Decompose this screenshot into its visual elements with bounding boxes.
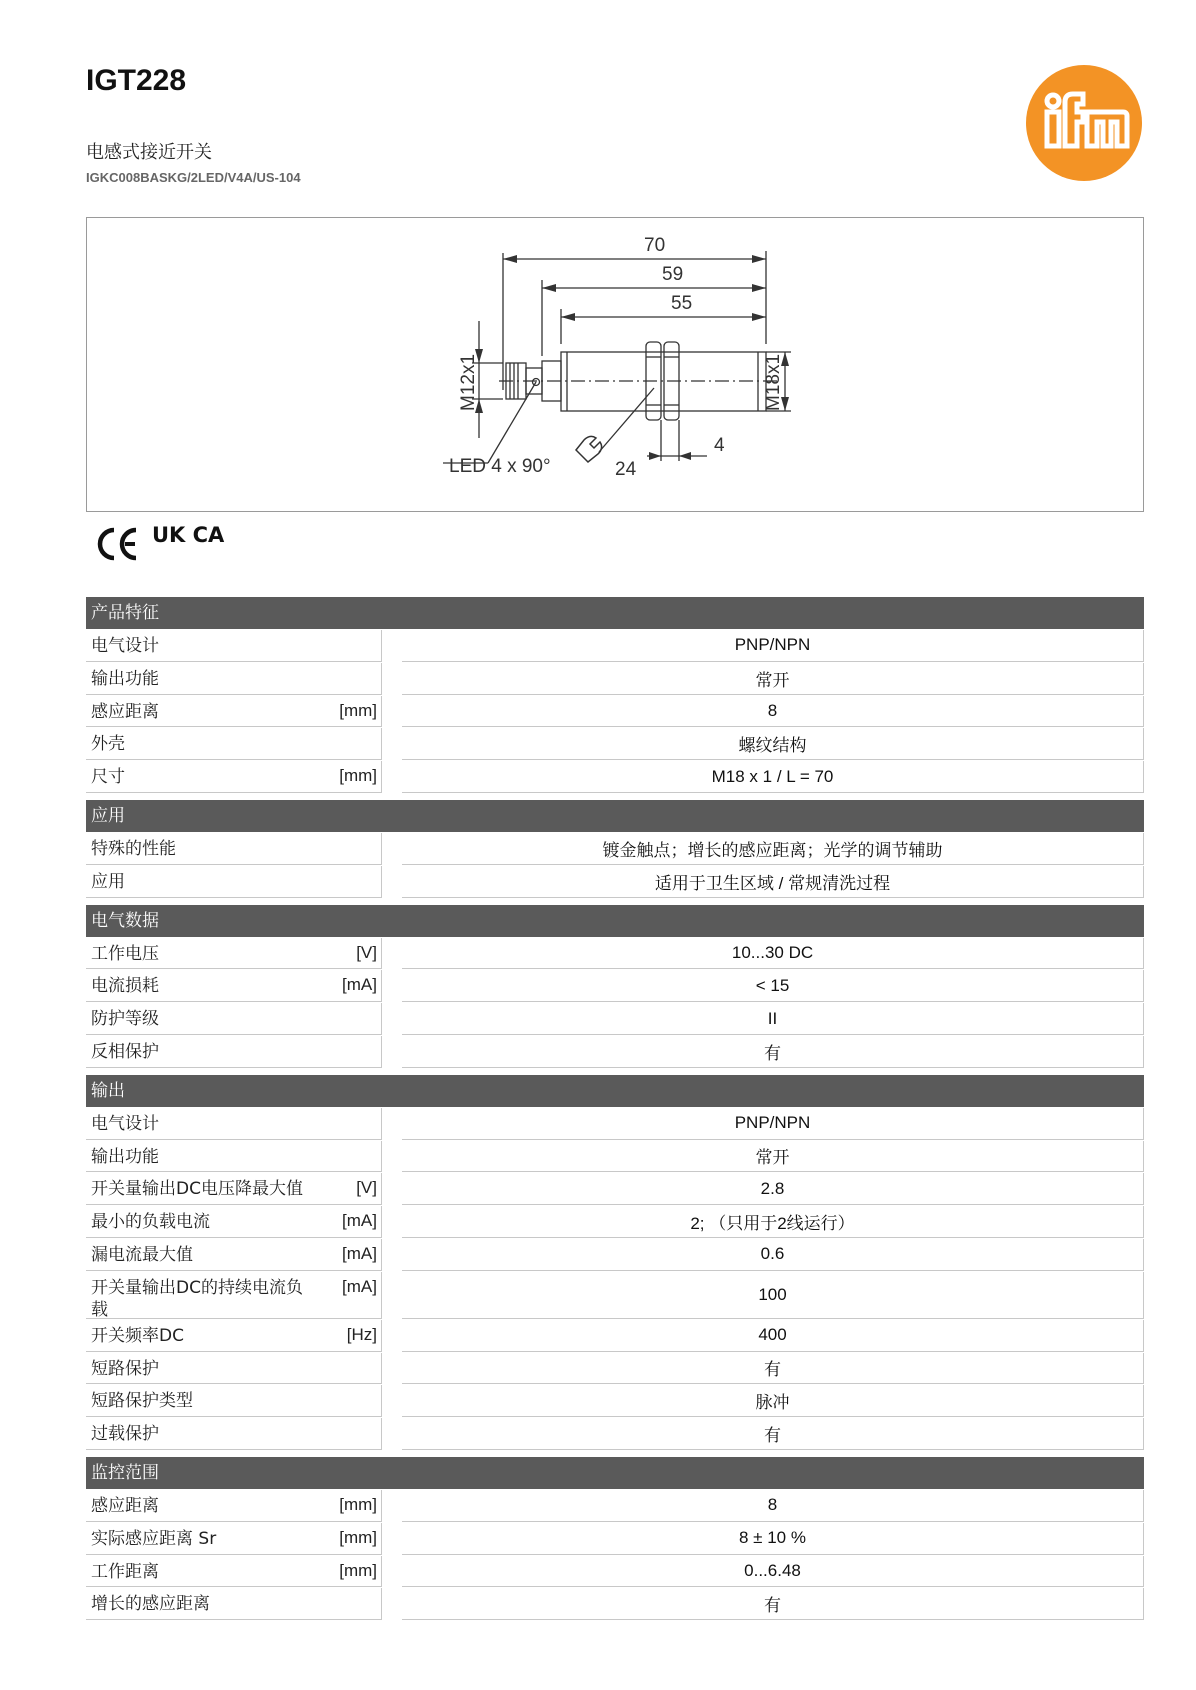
- svg-text:24: 24: [615, 459, 637, 480]
- spec-value: 适用于卫生区域 / 常规清洗过程: [402, 866, 1144, 898]
- spec-label: 反相保护: [91, 1041, 159, 1062]
- spec-label: 增长的感应距离: [91, 1594, 210, 1615]
- svg-text:55: 55: [671, 293, 693, 314]
- spec-unit: [mm]: [339, 1494, 377, 1514]
- spec-value: 0.6: [402, 1239, 1144, 1271]
- spec-value: 8: [402, 1490, 1144, 1522]
- spec-value: 有: [402, 1418, 1144, 1450]
- spec-row: [86, 1003, 1144, 1036]
- spec-value: 10...30 DC: [402, 938, 1144, 970]
- svg-text:4: 4: [714, 435, 725, 456]
- section-header: 输出: [86, 1075, 1144, 1107]
- spec-row: [86, 1385, 1144, 1418]
- spec-row: [86, 938, 1144, 971]
- svg-text:59: 59: [662, 264, 684, 285]
- spec-label: 实际感应距离 Sr: [91, 1528, 217, 1549]
- spec-value: 8: [402, 696, 1144, 728]
- spec-row: [86, 728, 1144, 761]
- spec-label: 感应距离: [91, 701, 159, 722]
- spec-row: [86, 1239, 1144, 1272]
- spec-label: 开关频率DC: [91, 1325, 184, 1346]
- spec-row: [86, 866, 1144, 899]
- spec-row: [86, 1523, 1144, 1556]
- spec-unit: [mm]: [339, 766, 377, 786]
- spec-label: 短路保护类型: [91, 1391, 193, 1412]
- spec-value: 2; （只用于2线运行）: [402, 1206, 1144, 1238]
- product-title: IGT228: [86, 64, 187, 97]
- section-header: 应用: [86, 800, 1144, 832]
- spec-value: M18 x 1 / L = 70: [402, 761, 1144, 793]
- spec-row: [86, 761, 1144, 794]
- dimension-drawing: [86, 217, 1144, 512]
- section-header: 电气数据: [86, 905, 1144, 937]
- spec-unit: [mA]: [342, 1276, 377, 1296]
- spec-label: 电气设计: [91, 1113, 159, 1134]
- spec-unit: [mA]: [342, 975, 377, 995]
- spec-label: 尺寸: [91, 767, 125, 788]
- spec-unit: [mA]: [342, 1243, 377, 1263]
- spec-table: [86, 597, 1144, 1627]
- spec-row: [86, 1108, 1144, 1141]
- spec-unit: [mA]: [342, 1211, 377, 1231]
- spec-value: 有: [402, 1353, 1144, 1385]
- spec-row: [86, 1490, 1144, 1523]
- spec-unit: [mm]: [339, 1527, 377, 1547]
- spec-label: 输出功能: [91, 1146, 159, 1167]
- spec-row: [86, 696, 1144, 729]
- spec-row: [86, 1141, 1144, 1174]
- spec-value: 镀金触点；增长的感应距离；光学的调节辅助: [402, 833, 1144, 865]
- ukca-icon: [152, 523, 225, 547]
- spec-label: 应用: [91, 871, 125, 892]
- spec-value: 0...6.48: [402, 1556, 1144, 1588]
- spec-unit: [Hz]: [346, 1324, 377, 1344]
- spec-row: [86, 1353, 1144, 1386]
- spec-value: II: [402, 1003, 1144, 1035]
- spec-row: [86, 1320, 1144, 1353]
- section-header: 产品特征: [86, 597, 1144, 629]
- spec-unit: [mm]: [339, 1560, 377, 1580]
- spec-label: 开关量输出DC的持续电流负载: [91, 1277, 303, 1320]
- spec-label: 输出功能: [91, 668, 159, 689]
- spec-row: [86, 970, 1144, 1003]
- spec-row: [86, 1272, 1144, 1320]
- spec-row: [86, 833, 1144, 866]
- spec-value: 2.8: [402, 1173, 1144, 1205]
- spec-value: 脉冲: [402, 1385, 1144, 1417]
- spec-value: PNP/NPN: [402, 630, 1144, 662]
- article-code: IGKC008BASKG/2LED/V4A/US-104: [86, 170, 301, 185]
- spec-label: 外壳: [91, 734, 125, 755]
- svg-text:70: 70: [644, 235, 666, 256]
- spec-value: 400: [402, 1320, 1144, 1352]
- spec-unit: [V]: [356, 1178, 377, 1198]
- spec-label: 短路保护: [91, 1358, 159, 1379]
- spec-value: 8 ± 10 %: [402, 1523, 1144, 1555]
- ifm-logo: [1025, 64, 1143, 182]
- spec-value: 常开: [402, 1141, 1144, 1173]
- spec-label: 防护等级: [91, 1009, 159, 1030]
- spec-row: [86, 630, 1144, 663]
- spec-row: [86, 1588, 1144, 1621]
- spec-label: 电气设计: [91, 636, 159, 656]
- spec-row: [86, 663, 1144, 696]
- spec-row: [86, 1036, 1144, 1069]
- spec-value: PNP/NPN: [402, 1108, 1144, 1140]
- svg-text:M18x1: M18x1: [763, 353, 784, 411]
- svg-text:LED 4 x 90°: LED 4 x 90°: [449, 456, 551, 477]
- spec-value: 有: [402, 1588, 1144, 1620]
- section-header: 监控范围: [86, 1457, 1144, 1489]
- spec-label: 工作电压: [91, 943, 159, 964]
- spec-label: 感应距离: [91, 1495, 159, 1516]
- spec-value: 常开: [402, 663, 1144, 695]
- spec-value: 100: [402, 1272, 1144, 1319]
- certification-marks: [92, 522, 225, 566]
- spec-label: 特殊的性能: [91, 838, 176, 859]
- spec-unit: [mm]: [339, 700, 377, 720]
- spec-row: [86, 1556, 1144, 1589]
- spec-value: < 15: [402, 970, 1144, 1002]
- spec-unit: [V]: [356, 942, 377, 962]
- spec-label: 开关量输出DC电压降最大值: [91, 1179, 303, 1200]
- spec-value: 有: [402, 1036, 1144, 1068]
- spec-label: 最小的负载电流: [91, 1212, 210, 1233]
- svg-text:UK CA: UK CA: [152, 523, 225, 547]
- svg-text:M12x1: M12x1: [458, 353, 479, 411]
- spec-row: [86, 1206, 1144, 1239]
- spec-label: 过载保护: [91, 1424, 159, 1445]
- spec-row: [86, 1418, 1144, 1451]
- spec-label: 漏电流最大值: [91, 1244, 193, 1265]
- spec-label: 工作距离: [91, 1561, 159, 1582]
- spec-label: 电流损耗: [91, 976, 159, 997]
- product-subtitle: 电感式接近开关: [86, 142, 212, 163]
- spec-value: 螺纹结构: [402, 728, 1144, 760]
- spec-row: [86, 1173, 1144, 1206]
